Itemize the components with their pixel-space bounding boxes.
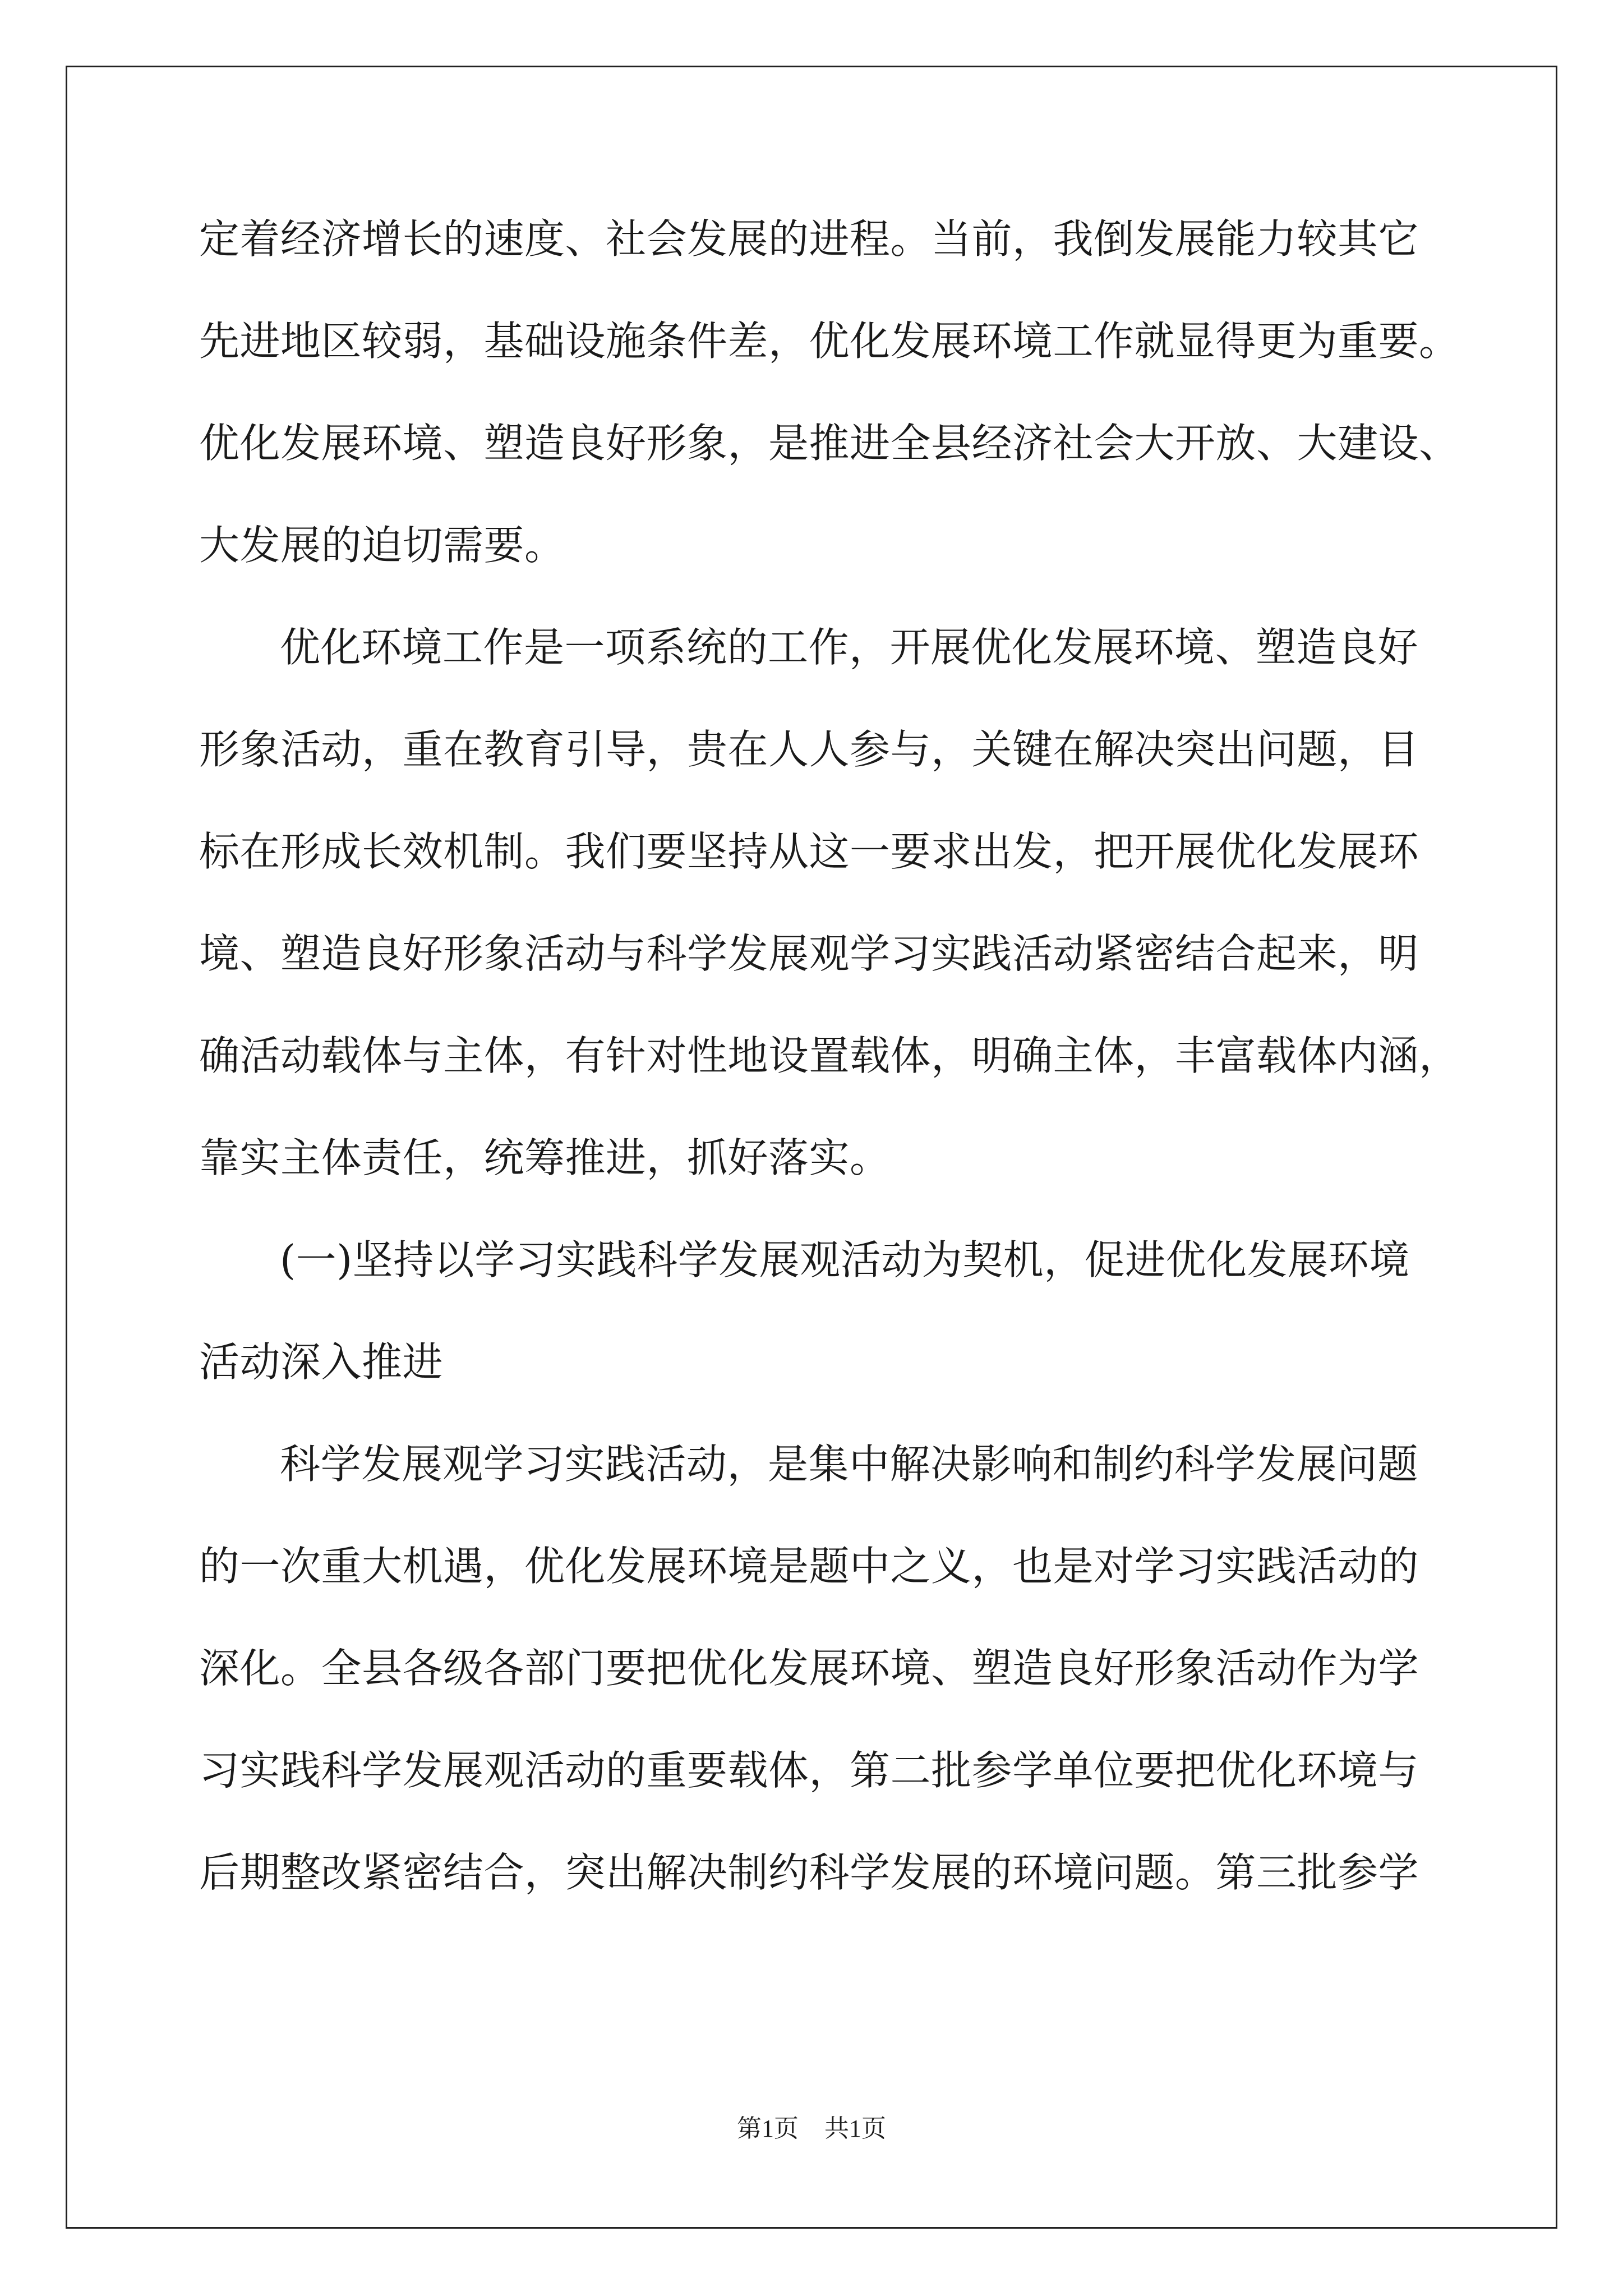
text-line: 标在形成长效机制。我们要坚持从这一要求出发，把开展优化发展环 xyxy=(199,828,1419,875)
text-line: 大发展的迫切需要。 xyxy=(199,522,565,569)
text-line: 确活动载体与主体，有针对性地设置载体，明确主体，丰富载体内涵， xyxy=(199,1032,1460,1079)
text-line: 后期整改紧密结合，突出解决制约科学发展的环境问题。第三批参学 xyxy=(199,1849,1419,1896)
section-heading-line: (一)坚持以学习实践科学发展观活动为契机，促进优化发展环境 xyxy=(280,1236,1410,1283)
text-line: 习实践科学发展观活动的重要载体，第二批参学单位要把优化环境与 xyxy=(199,1747,1419,1794)
text-line: 的一次重大机遇，优化发展环境是题中之义，也是对学习实践活动的 xyxy=(199,1543,1419,1590)
paragraph-first-line: 优化环境工作是一项系统的工作，开展优化发展环境、塑造良好 xyxy=(280,624,1419,671)
text-line: 深化。全县各级各部门要把优化发展环境、塑造良好形象活动作为学 xyxy=(199,1645,1419,1692)
section-heading-line: 活动深入推进 xyxy=(199,1338,444,1386)
text-line: 优化发展环境、塑造良好形象，是推进全县经济社会大开放、大建设、 xyxy=(199,420,1460,467)
page-total: 共1页 xyxy=(824,2115,886,2142)
page-number: 第1页 xyxy=(737,2115,799,2142)
text-line: 定着经济增长的速度、社会发展的进程。当前，我倒发展能力较其它 xyxy=(199,215,1419,263)
text-line: 先进地区较弱，基础设施条件差，优化发展环境工作就显得更为重要。 xyxy=(199,318,1460,365)
text-line: 靠实主体责任，统筹推进，抓好落实。 xyxy=(199,1134,891,1181)
document-body xyxy=(199,212,1460,1948)
paragraph-first-line: 科学发展观学习实践活动，是集中解决影响和制约科学发展问题 xyxy=(280,1441,1419,1488)
page-footer xyxy=(0,2112,1623,2146)
text-line: 境、塑造良好形象活动与科学发展观学习实践活动紧密结合起来，明 xyxy=(199,930,1419,977)
text-line: 形象活动，重在教育引导，贵在人人参与，关键在解决突出问题，目 xyxy=(199,726,1419,773)
